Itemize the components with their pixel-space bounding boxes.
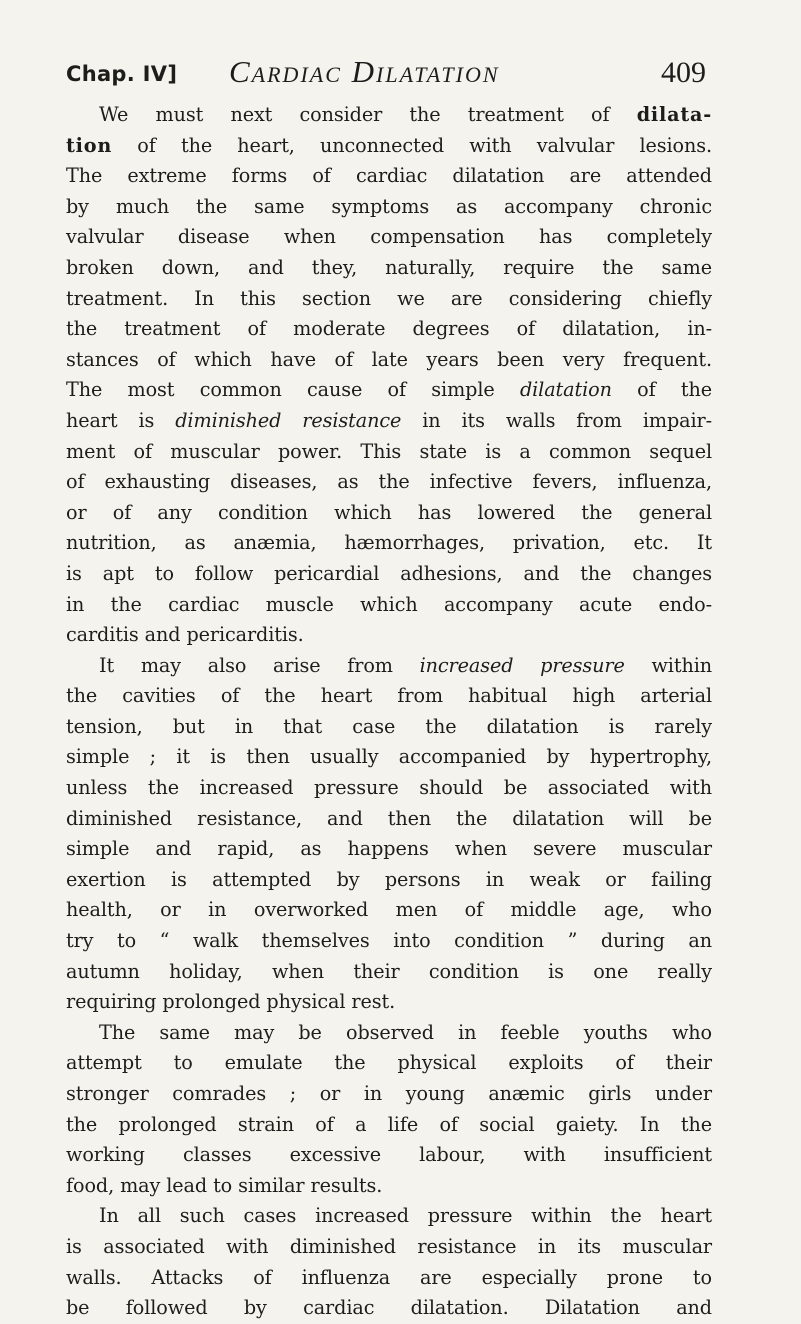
text-run: the cavities of the heart from habitual high arterial bbox=[66, 684, 712, 708]
text-run: exertion is attempted by persons in weak or failing bbox=[66, 867, 712, 891]
text-run: requiring prolonged physical rest. bbox=[66, 990, 396, 1014]
text-run: working classes excessive labour, with insufficient bbox=[66, 1143, 712, 1167]
text-run: It may also arise from bbox=[99, 653, 420, 677]
text-run: heart is bbox=[66, 408, 176, 432]
text-run: carditis and pericarditis. bbox=[66, 623, 304, 647]
text-line bbox=[66, 926, 712, 957]
text-run: stances of which have of late years been very frequent. bbox=[66, 347, 712, 371]
text-line bbox=[66, 1018, 712, 1049]
text-run: the treatment of moderate degrees of dilatation, in- bbox=[66, 317, 712, 341]
text-line bbox=[66, 284, 712, 315]
text-run: within bbox=[624, 653, 712, 677]
text-line bbox=[66, 406, 712, 437]
text-run: health, or in overworked men of middle age, who bbox=[66, 898, 712, 922]
bold-term: dilata- bbox=[636, 103, 712, 126]
text-line bbox=[66, 1048, 712, 1079]
text-run: is associated with diminished resistance in its muscular bbox=[66, 1234, 712, 1258]
text-run: treatment. In this section we are considering chiefly bbox=[66, 286, 712, 310]
text-line bbox=[66, 1293, 712, 1324]
text-line bbox=[66, 1079, 712, 1110]
text-run: simple and rapid, as happens when severe muscular bbox=[66, 837, 712, 861]
text-line bbox=[66, 314, 712, 345]
text-line bbox=[66, 804, 712, 835]
text-run: food, may lead to similar results. bbox=[66, 1173, 383, 1197]
text-line bbox=[66, 651, 712, 682]
text-line bbox=[66, 590, 712, 621]
text-line bbox=[66, 131, 712, 162]
text-line bbox=[66, 559, 712, 590]
text-line bbox=[66, 253, 712, 284]
text-line bbox=[66, 742, 712, 773]
text-run: The same may be observed in feeble youths who bbox=[99, 1020, 712, 1044]
text-line bbox=[66, 1201, 712, 1232]
text-line bbox=[66, 467, 712, 498]
text-line bbox=[66, 1171, 712, 1202]
text-run: the prolonged strain of a life of social gaiety. In the bbox=[66, 1112, 712, 1136]
text-run: of exhausting diseases, as the infective fevers, influenza, bbox=[66, 470, 712, 494]
text-run: in the cardiac muscle which accompany acute endo- bbox=[66, 592, 712, 616]
text-line bbox=[66, 681, 712, 712]
text-run: try to “ walk themselves into condition ” during an bbox=[66, 929, 712, 953]
text-run: by much the same symptoms as accompany chronic bbox=[66, 194, 712, 218]
text-run: In all such cases increased pressure within the heart bbox=[99, 1204, 712, 1228]
text-line bbox=[66, 865, 712, 896]
body-text bbox=[66, 100, 712, 1324]
text-run: attempt to emulate the physical exploits of their bbox=[66, 1051, 712, 1075]
italic-term: dilatation bbox=[519, 378, 612, 402]
text-line bbox=[66, 712, 712, 743]
text-run: tension, but in that case the dilatation is rarely bbox=[66, 714, 712, 738]
chapter-label: Chap. IV] bbox=[66, 62, 178, 86]
text-line bbox=[66, 1232, 712, 1263]
text-line bbox=[66, 1110, 712, 1141]
text-run: autumn holiday, when their condition is one really bbox=[66, 959, 712, 983]
page-number: 409 bbox=[661, 56, 706, 89]
text-run: is apt to follow pericardial adhesions, and the changes bbox=[66, 561, 712, 585]
text-run: diminished resistance, and then the dilatation will be bbox=[66, 806, 712, 830]
text-run: nutrition, as anæmia, hæmorrhages, privation, etc. It bbox=[66, 531, 712, 555]
text-line bbox=[66, 528, 712, 559]
text-run: We must next consider the treatment of bbox=[99, 103, 637, 126]
text-line bbox=[66, 345, 712, 376]
text-line bbox=[66, 498, 712, 529]
italic-term: increased pressure bbox=[419, 653, 625, 677]
text-line bbox=[66, 1140, 712, 1171]
text-line bbox=[66, 1263, 712, 1294]
text-run: ment of muscular power. This state is a common sequel bbox=[66, 439, 712, 463]
text-line bbox=[66, 375, 712, 406]
text-line bbox=[66, 222, 712, 253]
text-run: in its walls from impair- bbox=[401, 408, 712, 432]
text-run: or of any condition which has lowered the general bbox=[66, 500, 712, 524]
text-line bbox=[66, 957, 712, 988]
running-title: Cardiac Dilatation bbox=[229, 54, 500, 89]
text-line bbox=[66, 773, 712, 804]
text-run: The extreme forms of cardiac dilatation are attended bbox=[66, 164, 712, 188]
text-line bbox=[66, 895, 712, 926]
text-line bbox=[66, 437, 712, 468]
text-run: unless the increased pressure should be associated with bbox=[66, 776, 712, 800]
running-header bbox=[66, 50, 706, 90]
text-run: The most common cause of simple bbox=[66, 378, 520, 402]
text-line bbox=[66, 192, 712, 223]
text-line bbox=[66, 161, 712, 192]
text-line bbox=[66, 834, 712, 865]
text-run: broken down, and they, naturally, require the same bbox=[66, 255, 712, 279]
text-line bbox=[66, 100, 712, 131]
text-run: be followed by cardiac dilatation. Dilatation and bbox=[66, 1296, 712, 1320]
text-line bbox=[66, 620, 712, 651]
text-run: stronger comrades ; or in young anæmic girls under bbox=[66, 1082, 712, 1105]
text-run: of the heart, unconnected with valvular lesions. bbox=[112, 133, 712, 157]
text-line bbox=[66, 987, 712, 1018]
bold-term: tion bbox=[66, 133, 113, 157]
italic-term: diminished resistance bbox=[175, 408, 402, 432]
text-run: of the bbox=[611, 378, 713, 402]
text-run: walls. Attacks of influenza are especially prone to bbox=[66, 1265, 712, 1289]
text-run: valvular disease when compensation has completely bbox=[66, 225, 712, 249]
text-run: simple ; it is then usually accompanied by hypertrophy, bbox=[66, 745, 712, 769]
